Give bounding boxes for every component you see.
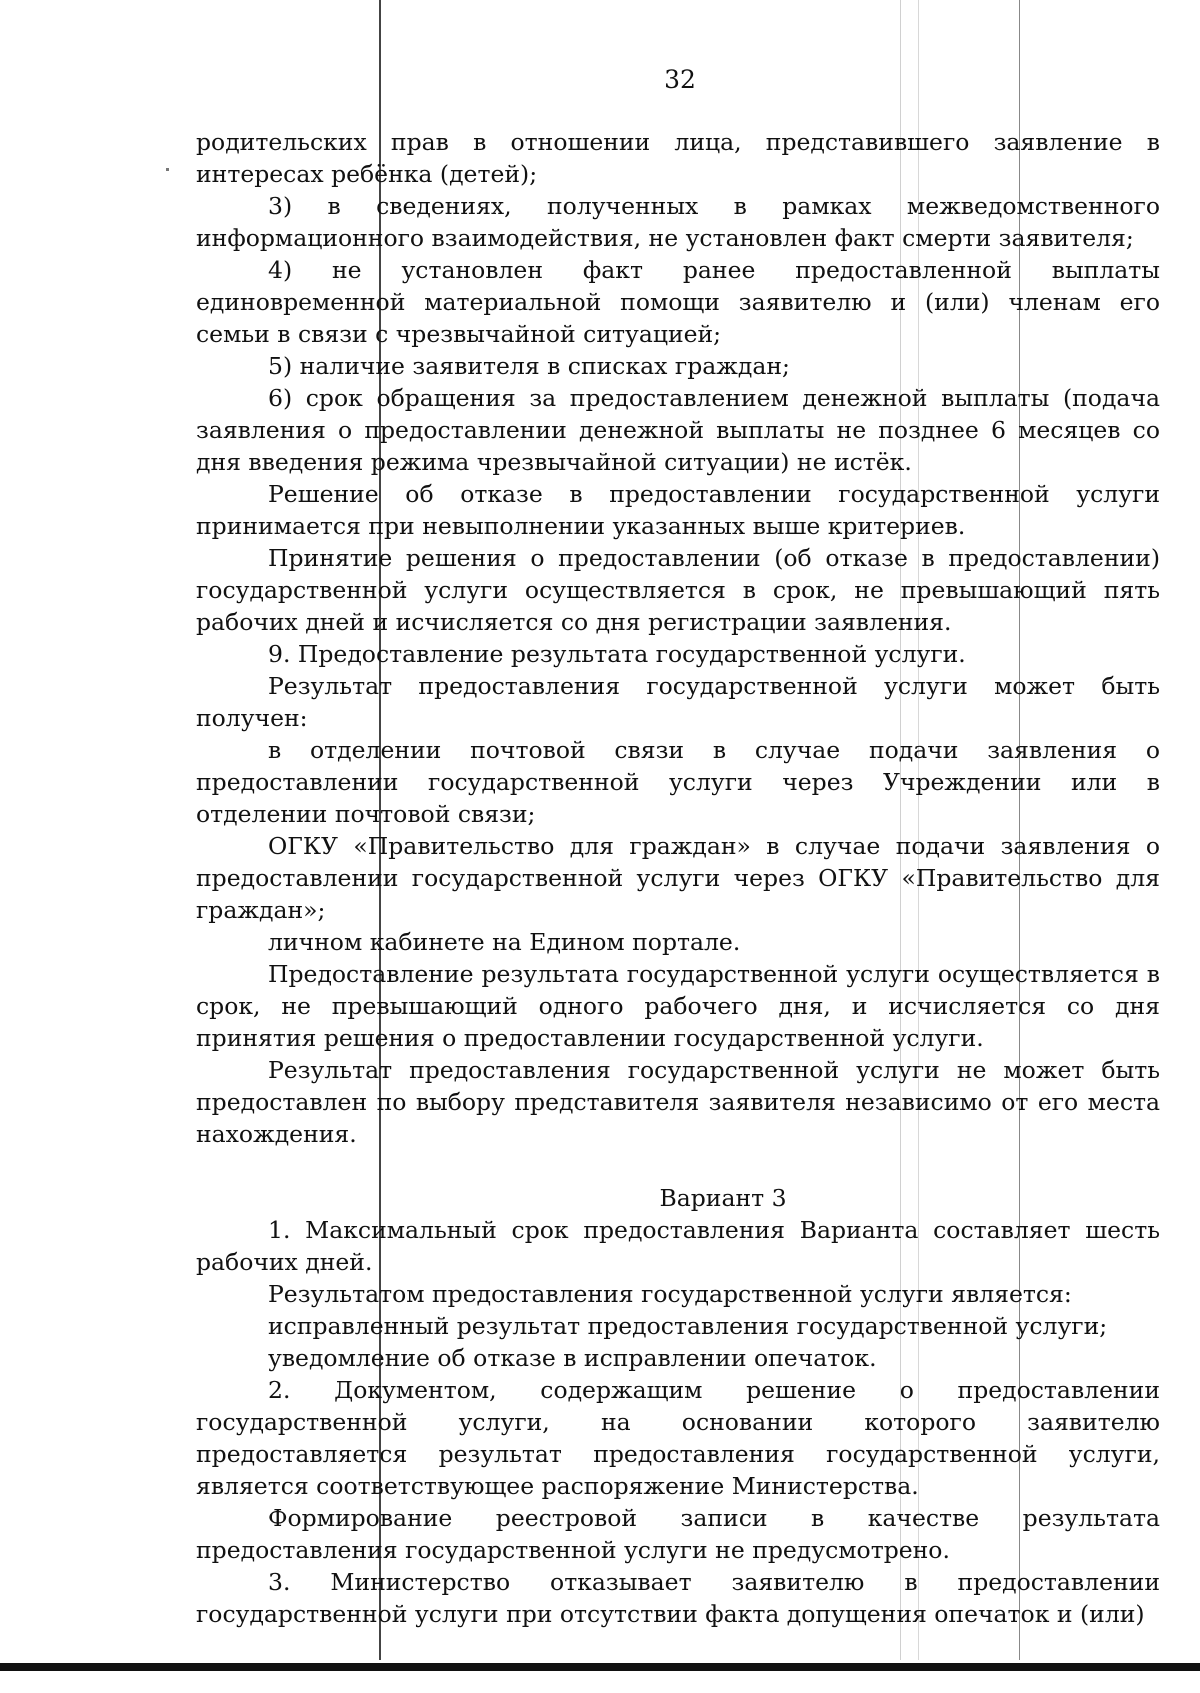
paragraph: Предоставление результата государственной услуги осуществляется в срок, не превышающий одного рабочего дня, и исчисляется со дня принятия решения о предоставлении государственной услуги. [196, 960, 1160, 1052]
paragraph: ОГКУ «Правительство для граждан» в случае подачи заявления о предоставлении государственной услуги через ОГКУ «Правительство для граждан»; [196, 832, 1160, 924]
paragraph: 1. Максимальный срок предоставления Варианта составляет шесть рабочих дней. [196, 1216, 1160, 1276]
paragraph: Результат предоставления государственной услуги может быть получен: [196, 672, 1160, 732]
paragraph: 6) срок обращения за предоставлением денежной выплаты (подача заявления о предоставлении денежной выплаты не позднее 6 месяцев со дня введения режима чрезвычайной ситуации) не истёк. [196, 384, 1160, 476]
paragraph: Решение об отказе в предоставлении государственной услуги принимается при невыполнении указанных выше критериев. [196, 480, 1160, 540]
paragraph: Формирование реестровой записи в качестве результата предоставления государственной услуги не предусмотрено. [196, 1504, 1160, 1564]
paragraph: личном кабинете на Едином портале. [268, 928, 741, 956]
paragraph: родительских прав в отношении лица, представившего заявление в интересах ребёнка (детей); [196, 128, 1160, 188]
paragraph: Принятие решения о предоставлении (об отказе в предоставлении) государственной услуги осуществляется в срок, не превышающий пять рабочих дней и исчисляется со дня регистрации заявления. [196, 544, 1160, 636]
paragraph: 3) в сведениях, полученных в рамках межведомственного информационного взаимодействия, не установлен факт смерти заявителя; [196, 192, 1160, 252]
paragraph: 9. Предоставление результата государственной услуги. [268, 640, 966, 668]
paragraph: Результат предоставления государственной услуги не может быть предоставлен по выбору представителя заявителя независимо от его места нахождения. [196, 1056, 1160, 1148]
paragraph: 5) наличие заявителя в списках граждан; [268, 352, 790, 380]
paragraph: 3. Министерство отказывает заявителю в предоставлении государственной услуги при отсутствии факта допущения опечаток и (или) [196, 1568, 1160, 1628]
scan-bottom-edge [0, 1663, 1200, 1671]
paragraph: уведомление об отказе в исправлении опечаток. [268, 1344, 877, 1372]
section-heading: Вариант 3 [659, 1184, 787, 1212]
document-body [196, 126, 1160, 1630]
paragraph: исправленный результат предоставления государственной услуги; [268, 1312, 1108, 1340]
scan-artifact-dot [166, 168, 169, 171]
paragraph: 4) не установлен факт ранее предоставленной выплаты единовременной материальной помощи заявителю и (или) членам его семьи в связи с чрезвычайной ситуацией; [196, 256, 1160, 348]
paragraph: в отделении почтовой связи в случае подачи заявления о предоставлении государственной услуги через Учреждении или в отделении почтовой связи; [196, 736, 1160, 828]
page-number: 32 [664, 65, 696, 94]
paragraph: Результатом предоставления государственной услуги является: [268, 1280, 1072, 1308]
paragraph: 2. Документом, содержащим решение о предоставлении государственной услуги, на основании которого заявителю предоставляется результат предоставления государственной услуги, является соответствующее распоряжение Министерства. [196, 1376, 1160, 1500]
